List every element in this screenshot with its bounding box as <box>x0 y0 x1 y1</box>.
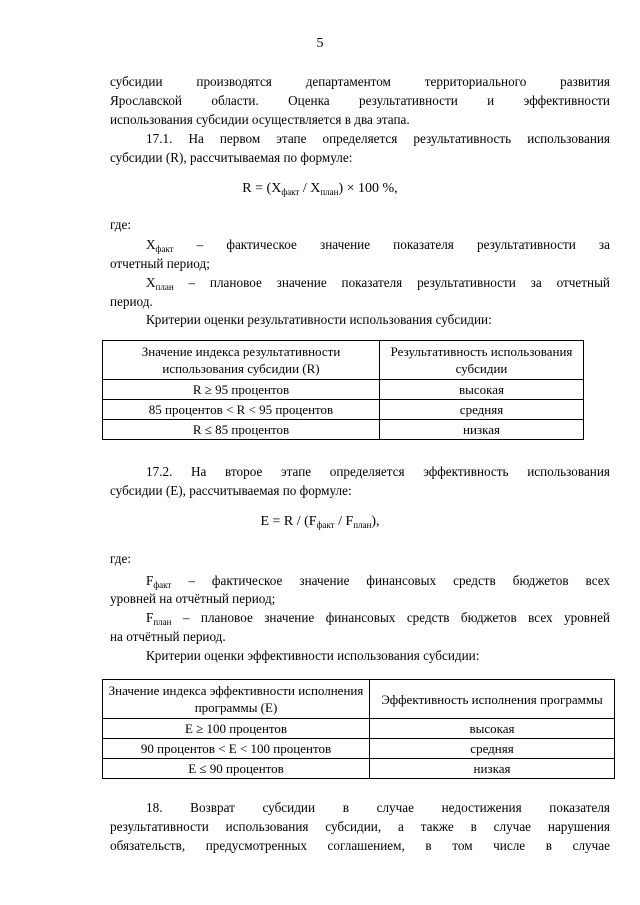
table-row: R ≥ 95 процентов высокая <box>103 380 584 400</box>
efficiency-criteria-table <box>102 679 615 779</box>
section-17-2-line-2: субсидии (E), рассчитываемая по формуле: <box>110 483 352 498</box>
intro-line-1: субсидии производятся департаментом территориального развития <box>110 74 610 89</box>
f-plan-definition: $F_{план}$ – плановое значение финансовых средств бюджетов всех уровней <box>146 610 610 627</box>
results-criteria-table <box>102 340 584 440</box>
table-header-cell: Эффективность исполнения программы <box>370 680 615 719</box>
section-18-line-3: обязательств, предусмотренных соглашением, в том числе в случае <box>110 838 610 853</box>
table-header-cell: Значение индекса эффективности исполнения программы (E) <box>103 680 370 719</box>
x-plan-definition: $X_{план}$ – плановое значение показателя результативности за отчетный <box>146 275 610 292</box>
section-17-1-line-1: 17.1. На первом этапе определяется результативность использования <box>146 131 610 146</box>
formula-r: $R = (X_{факт} / X_{план}) \times 100$ %, <box>242 181 398 197</box>
table-header-cell: Значение индекса результативности использования субсидии (R) <box>103 341 380 380</box>
table-row: E ≥ 100 процентов высокая <box>103 719 615 739</box>
formula-e: $E = R / (F_{факт} / F_{план})$, <box>260 514 380 530</box>
f-plan-definition-cont: на отчётный период. <box>110 629 226 644</box>
section-17-2-line-1: 17.2. На второе этапе определяется эффективность использования <box>146 464 610 479</box>
where-label-1: где: <box>110 217 131 232</box>
f-fact-definition: $F_{факт}$ – фактическое значение финансовых средств бюджетов всех <box>146 573 610 590</box>
table-row: 85 процентов < R < 95 процентов средняя <box>103 400 584 420</box>
intro-line-2: Ярославской области. Оценка результативности и эффективности <box>110 93 610 108</box>
criteria-2-heading: Критерии оценки эффективности использования субсидии: <box>146 648 480 663</box>
x-fact-definition: $X_{факт}$ – фактическое значение показателя результативности за <box>146 237 610 254</box>
f-fact-definition-cont: уровней на отчётный период; <box>110 591 276 606</box>
where-label-2: где: <box>110 551 131 566</box>
intro-line-3: использования субсидии осуществляется в два этапа. <box>110 112 410 127</box>
table-row: R ≤ 85 процентов низкая <box>103 420 584 440</box>
x-plan-definition-cont: период. <box>110 294 153 309</box>
x-fact-definition-cont: отчетный период; <box>110 256 210 271</box>
section-18-line-2: результативности использования субсидии, а также в случае нарушения <box>110 819 610 834</box>
table-row: E ≤ 90 процентов низкая <box>103 759 615 779</box>
table-row: 90 процентов < E < 100 процентов средняя <box>103 739 615 759</box>
page-number: 5 <box>316 36 324 51</box>
table-header-cell: Результативность использования субсидии <box>380 341 584 380</box>
section-18-line-1: 18. Возврат субсидии в случае недостижения показателя <box>146 800 610 815</box>
criteria-1-heading: Критерии оценки результативности использования субсидии: <box>146 312 492 327</box>
section-17-1-line-2: субсидии (R), рассчитываемая по формуле: <box>110 150 353 165</box>
